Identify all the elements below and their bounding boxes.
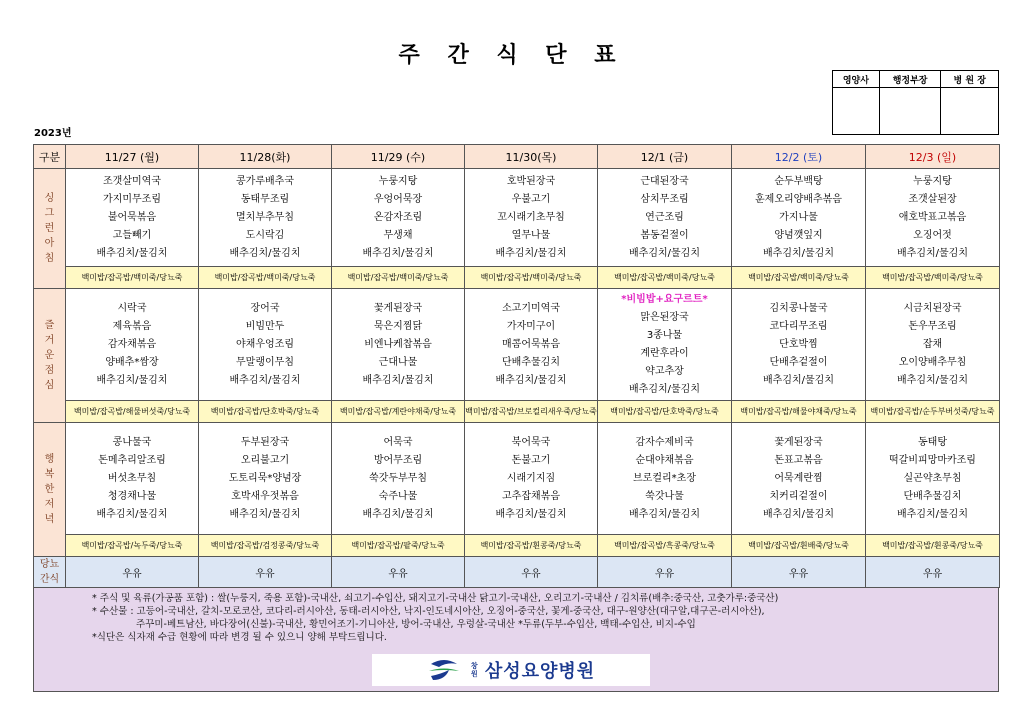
menu-item: 봄동겉절이	[640, 229, 689, 241]
menu-item: 감자채볶음	[107, 338, 157, 350]
menu-item: 배추김치/물김치	[96, 508, 168, 520]
menu-item: *비빔밥+요구르트*	[621, 293, 708, 305]
menu-item: 열무나물	[511, 229, 551, 241]
menu-item: 불어묵볶음	[107, 211, 157, 223]
meal-category-char: 즐	[44, 320, 55, 331]
menu-item: 누룽지탕	[913, 175, 952, 187]
menu-item: 배추김치/물김치	[495, 247, 567, 259]
menu-cell	[332, 169, 465, 267]
rice-porridge-cell: 백미밥/잡곡밥/흰배죽/당뇨죽	[732, 535, 866, 557]
rice-porridge-cell: 백미밥/잡곡밥/흰콩죽/당뇨죽	[866, 535, 1000, 557]
day-header-saturday: 12/2 (토)	[732, 145, 866, 169]
menu-item: 계란후라이	[640, 347, 689, 359]
menu-item: 브로컬리*초장	[633, 472, 696, 484]
menu-cell	[199, 289, 332, 401]
menu-item: 배추김치/물김치	[229, 508, 301, 520]
menu-cell	[732, 423, 866, 535]
menu-item: 오징어젓	[913, 229, 952, 241]
menu-item: 두부된장국	[240, 436, 290, 448]
menu-item: 단호박찜	[779, 338, 818, 350]
header-row	[34, 145, 1000, 169]
menu-item: 우엉어묵장	[373, 193, 423, 205]
meal-category-char: 저	[44, 499, 55, 510]
menu-cell	[66, 423, 199, 535]
rice-porridge-cell: 백미밥/잡곡밥/해물야채죽/당뇨죽	[732, 401, 866, 423]
year-label: 2023년	[34, 128, 72, 139]
snack-item: 우유	[332, 557, 465, 588]
rice-porridge-cell: 백미밥/잡곡밥/단호박죽/당뇨죽	[199, 401, 332, 423]
snack-item: 우유	[598, 557, 732, 588]
menu-item: 실곤약초무침	[903, 472, 962, 484]
menu-item: 온감자조림	[373, 211, 423, 223]
meal-category-char: 복	[44, 469, 55, 480]
menu-item: 오리불고기	[240, 454, 290, 466]
menu-item: 도토리묵*양념장	[228, 472, 302, 484]
menu-item: 어묵계란찜	[774, 472, 823, 484]
rice-porridge-cell: 백미밥/잡곡밥/녹두죽/당뇨죽	[66, 535, 199, 557]
menu-item: 누룽지탕	[378, 175, 418, 187]
menu-item: 가지미무조림	[103, 193, 161, 205]
menu-item: 호박된장국	[506, 175, 556, 187]
menu-item: 우불고기	[511, 193, 551, 205]
logo-mark-icon	[427, 658, 461, 682]
menu-item: 배추김치/물김치	[897, 374, 968, 386]
menu-item: 감자수제비국	[635, 436, 694, 448]
day-header: 11/27 (월)	[66, 145, 199, 169]
meal-category-char: 점	[44, 365, 55, 376]
menu-item: 가자미구이	[506, 320, 556, 332]
meal-category	[34, 169, 66, 289]
menu-item: 도시락김	[245, 229, 285, 241]
approval-label-dietitian: 영양사	[833, 71, 880, 88]
hospital-logo	[372, 654, 650, 686]
rice-porridge-cell: 백미밥/잡곡밥/백미죽/당뇨죽	[866, 267, 1000, 289]
menu-item: 시래기지짐	[506, 472, 556, 484]
day-header: 11/29 (수)	[332, 145, 465, 169]
menu-item: 배추김치/물김치	[495, 508, 567, 520]
meal-row	[34, 423, 1000, 535]
menu-item: 쑥갓나물	[645, 490, 684, 502]
menu-item: 돈불고기	[511, 454, 551, 466]
approval-sign-director	[941, 88, 999, 135]
header-category: 구분	[34, 145, 66, 169]
menu-cell	[866, 289, 1000, 401]
menu-item: 묵은지찜닭	[373, 320, 423, 332]
menu-item: 배추김치/물김치	[897, 247, 968, 259]
menu-item: 맑은된장국	[640, 311, 689, 323]
menu-item: 떡갈비피망마카조림	[889, 454, 976, 466]
menu-item: 3종나물	[646, 329, 683, 341]
snack-category-line: 당뇨	[39, 559, 60, 570]
menu-item: 돈우무조림	[908, 320, 957, 332]
note-origin-seafood: * 수산물 : 고등어-국내산, 갈치-모로코산, 코다리-러시아산, 동태-러시아산, 낙지-인도네시아산, 오징어-중국산, 꽃게-중국산, 대구-원양산(대구알,대구곤-러시아산),	[92, 606, 765, 617]
meal-category-char: 녁	[44, 514, 55, 525]
day-header: 12/1 (금)	[598, 145, 732, 169]
menu-item: 고들빼기	[112, 229, 152, 241]
rice-porridge-cell: 백미밥/잡곡밥/검정콩죽/당뇨죽	[199, 535, 332, 557]
menu-cell	[866, 423, 1000, 535]
snack-row	[34, 557, 1000, 588]
menu-item: 삼치무조림	[640, 193, 689, 205]
menu-item: 꽃게된장국	[774, 436, 823, 448]
meal-category-char: 침	[44, 253, 55, 264]
menu-item: 제육볶음	[112, 320, 152, 332]
snack-category-line: 간식	[39, 574, 60, 585]
menu-cell	[465, 423, 598, 535]
weekly-menu-table	[33, 144, 1000, 588]
note-disclaimer: *식단은 식자재 수급 현황에 따라 변경 될 수 있으니 양해 부탁드립니다.	[92, 632, 387, 643]
menu-item: 배추김치/물김치	[763, 508, 834, 520]
menu-item: 단배추겉절이	[769, 356, 828, 368]
menu-item: 비엔나케찹볶음	[364, 338, 432, 350]
menu-item: 무말랭이무침	[236, 356, 294, 368]
rice-porridge-cell: 백미밥/잡곡밥/흑콩죽/당뇨죽	[598, 535, 732, 557]
menu-item: 배추김치/물김치	[629, 247, 700, 259]
meal-category	[34, 423, 66, 557]
menu-cell	[66, 289, 199, 401]
menu-item: 소고기미역국	[502, 302, 560, 314]
menu-item: 동태무조림	[240, 193, 290, 205]
menu-item: 콩가루배추국	[236, 175, 294, 187]
rice-porridge-cell: 백미밥/잡곡밥/백미죽/당뇨죽	[332, 267, 465, 289]
menu-item: 순대야채볶음	[635, 454, 694, 466]
menu-item: 배추김치/물김치	[229, 247, 301, 259]
rice-porridge-row	[34, 535, 1000, 557]
menu-cell	[598, 289, 732, 401]
rice-porridge-cell: 백미밥/잡곡밥/흰콩죽/당뇨죽	[465, 535, 598, 557]
menu-item: 돈메추리알조림	[98, 454, 166, 466]
page-title: 주 간 식 단 표	[398, 43, 626, 68]
approval-label-admin: 행정부장	[879, 71, 941, 88]
menu-item: 멸치부추무침	[236, 211, 294, 223]
menu-item: 배추김치/물김치	[96, 247, 168, 259]
menu-item: 숙주나물	[378, 490, 418, 502]
menu-item: 조갯살된장	[908, 193, 957, 205]
rice-porridge-cell: 백미밥/잡곡밥/순두부버섯죽/당뇨죽	[866, 401, 1000, 423]
menu-item: 약고추장	[645, 365, 684, 377]
rice-porridge-cell: 백미밥/잡곡밥/해물버섯죽/당뇨죽	[66, 401, 199, 423]
logo-city: 창원	[470, 662, 478, 678]
meal-category-char: 아	[44, 238, 55, 249]
menu-cell	[199, 423, 332, 535]
menu-item: 잡채	[922, 338, 943, 350]
menu-item: 꽃게된장국	[373, 302, 423, 314]
menu-cell	[732, 169, 866, 267]
snack-item: 우유	[465, 557, 598, 588]
approval-sign-admin	[879, 88, 941, 135]
menu-item: 방어무조림	[373, 454, 423, 466]
meal-category-char: 운	[44, 350, 55, 361]
rice-porridge-cell: 백미밥/잡곡밥/백미죽/당뇨죽	[732, 267, 866, 289]
menu-item: 배추김치/물김치	[897, 508, 968, 520]
menu-item: 배추김치/물김치	[229, 374, 301, 386]
menu-cell	[332, 289, 465, 401]
approval-sign-dietitian	[833, 88, 880, 135]
meal-category-char: 한	[44, 484, 55, 495]
menu-item: 시락국	[117, 302, 147, 314]
menu-item: 애호박표고볶음	[898, 211, 967, 223]
day-header: 11/28(화)	[199, 145, 332, 169]
menu-item: 동태탕	[918, 436, 947, 448]
menu-item: 가지나물	[779, 211, 818, 223]
snack-item: 우유	[199, 557, 332, 588]
approval-box	[832, 70, 999, 135]
menu-item: 오이양배추무침	[898, 356, 967, 368]
menu-item: 꼬시래기초무침	[497, 211, 565, 223]
menu-item: 배추김치/물김치	[96, 374, 168, 386]
menu-cell	[732, 289, 866, 401]
menu-cell	[598, 169, 732, 267]
logo-name: 삼성요양병원	[484, 661, 596, 682]
note-origin-staple: * 주식 및 육류(가공품 포함) : 쌀(누룽지, 죽용 포함)-국내산, 쇠고기-수입산, 돼지고기-국내산 닭고기-국내산, 오리고기-국내산 / 김치류(배추:중국산, 고춧가루:중국산)	[92, 593, 779, 604]
snack-item: 우유	[66, 557, 199, 588]
meal-row	[34, 289, 1000, 401]
rice-porridge-cell: 백미밥/잡곡밥/팥죽/당뇨죽	[332, 535, 465, 557]
menu-item: 배추김치/물김치	[362, 247, 434, 259]
meal-category	[34, 289, 66, 423]
menu-cell	[598, 423, 732, 535]
day-header-sunday: 12/3 (일)	[866, 145, 1000, 169]
menu-item: 배추김치/물김치	[362, 374, 434, 386]
menu-item: 청경채나물	[107, 490, 157, 502]
menu-cell	[465, 289, 598, 401]
menu-item: 연근조림	[645, 211, 684, 223]
menu-item: 콩나물국	[112, 436, 152, 448]
menu-cell	[866, 169, 1000, 267]
snack-category	[34, 557, 66, 588]
menu-item: 쑥갓두부무침	[369, 472, 427, 484]
menu-item: 단배추물김치	[502, 356, 560, 368]
menu-item: 배추김치/물김치	[629, 508, 700, 520]
menu-item: 야채우엉조림	[236, 338, 294, 350]
menu-item: 양배추*쌈장	[105, 356, 159, 368]
menu-item: 단배추물김치	[903, 490, 962, 502]
menu-item: 근대나물	[378, 356, 418, 368]
day-header: 11/30(목)	[465, 145, 598, 169]
meal-category-char: 심	[44, 380, 55, 391]
menu-item: 양념깻잎지	[774, 229, 823, 241]
menu-item: 버섯초무침	[107, 472, 157, 484]
menu-item: 조갯살미역국	[103, 175, 161, 187]
menu-cell	[199, 169, 332, 267]
menu-cell	[332, 423, 465, 535]
menu-item: 배추김치/물김치	[362, 508, 434, 520]
menu-item: 근대된장국	[640, 175, 689, 187]
meal-category-char: 행	[44, 454, 55, 465]
meal-category-char: 런	[44, 223, 55, 234]
menu-item: 순두부백탕	[774, 175, 823, 187]
snack-item: 우유	[866, 557, 1000, 588]
note-origin-seafood-cont: 주꾸미-베트남산, 바다장어(신불)-국내산, 황민어조기-기니아산, 방어-국내산, 우렁살-국내산 *두류(두부-수입산, 백태-수입산, 비지-수입	[136, 619, 696, 630]
menu-item: 배추김치/물김치	[763, 247, 834, 259]
menu-item: 김치콩나물국	[769, 302, 828, 314]
rice-porridge-cell: 백미밥/잡곡밥/백미죽/당뇨죽	[598, 267, 732, 289]
rice-porridge-cell: 백미밥/잡곡밥/계란야채죽/당뇨죽	[332, 401, 465, 423]
menu-item: 무생채	[383, 229, 413, 241]
menu-item: 호박새우젓볶음	[231, 490, 299, 502]
menu-item: 배추김치/물김치	[763, 374, 834, 386]
rice-porridge-row	[34, 401, 1000, 423]
menu-item: 비빔만두	[245, 320, 285, 332]
menu-item: 배추김치/물김치	[495, 374, 567, 386]
menu-item: 매콤어묵볶음	[502, 338, 560, 350]
meal-category-char: 그	[44, 208, 55, 219]
menu-item: 어묵국	[383, 436, 413, 448]
menu-cell	[66, 169, 199, 267]
menu-item: 훈제오리양배추볶음	[755, 193, 842, 205]
menu-item: 북어묵국	[511, 436, 551, 448]
snack-item: 우유	[732, 557, 866, 588]
rice-porridge-cell: 백미밥/잡곡밥/백미죽/당뇨죽	[66, 267, 199, 289]
rice-porridge-cell: 백미밥/잡곡밥/백미죽/당뇨죽	[199, 267, 332, 289]
menu-cell	[465, 169, 598, 267]
rice-porridge-cell: 백미밥/잡곡밥/단호박죽/당뇨죽	[598, 401, 732, 423]
rice-porridge-cell: 백미밥/잡곡밥/브로컬리새우죽/당뇨죽	[465, 401, 598, 423]
meal-category-char: 싱	[44, 193, 55, 204]
rice-porridge-cell: 백미밥/잡곡밥/백미죽/당뇨죽	[465, 267, 598, 289]
menu-item: 고추잡채볶음	[502, 490, 560, 502]
menu-item: 장어국	[250, 302, 280, 314]
menu-item: 시금치된장국	[903, 302, 962, 314]
menu-item: 배추김치/물김치	[629, 383, 700, 395]
menu-item: 돈표고볶음	[774, 454, 823, 466]
approval-label-director: 병 원 장	[941, 71, 999, 88]
meal-row	[34, 169, 1000, 267]
rice-porridge-row	[34, 267, 1000, 289]
menu-item: 코다리무조림	[769, 320, 828, 332]
meal-category-char: 거	[44, 335, 55, 346]
menu-item: 치커리겉절이	[769, 490, 828, 502]
